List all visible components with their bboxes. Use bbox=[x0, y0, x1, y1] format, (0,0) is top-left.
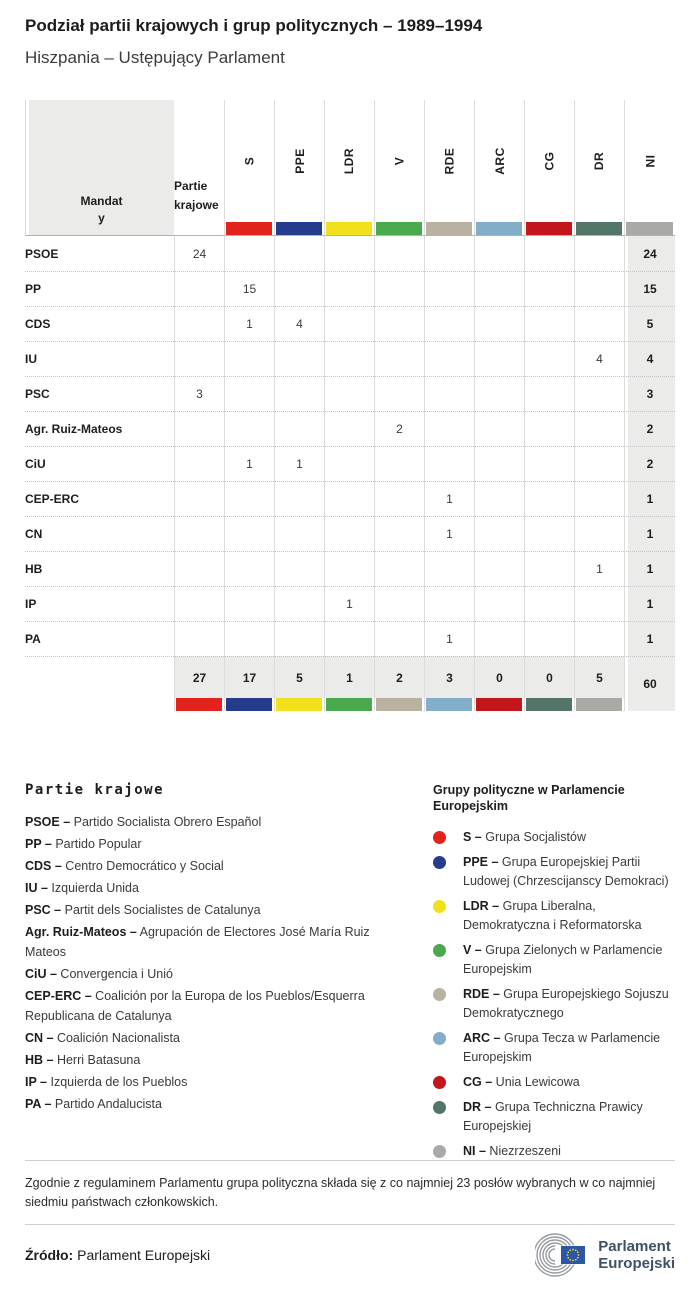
seat-cell bbox=[224, 376, 274, 411]
seat-cell bbox=[574, 446, 624, 481]
seat-cell: 1 bbox=[424, 481, 474, 516]
seat-cell bbox=[324, 376, 374, 411]
seat-cell bbox=[324, 551, 374, 586]
group-total: 0 bbox=[474, 656, 524, 698]
party-seats-total: 2 bbox=[624, 411, 675, 446]
group-color-bar bbox=[374, 698, 424, 711]
group-legend-items bbox=[433, 828, 675, 1160]
legend-item: S – Grupa Socjalistów bbox=[433, 828, 675, 847]
legend-item: ARC – Grupa Tecza w Parlamencie Europejskim bbox=[433, 1029, 675, 1067]
seat-cell: 1 bbox=[324, 586, 374, 621]
column-header-s: S bbox=[224, 100, 274, 222]
seat-cell: 1 bbox=[424, 621, 474, 656]
group-total: 0 bbox=[524, 656, 574, 698]
legend-item: PPE – Grupa Europejskiej Partii Ludowej (Chrzescijanscy Demokraci) bbox=[433, 853, 675, 891]
seat-cell bbox=[574, 516, 624, 551]
seat-cell bbox=[274, 621, 324, 656]
seat-cell bbox=[324, 481, 374, 516]
seat-cell bbox=[424, 446, 474, 481]
seat-cell bbox=[424, 551, 474, 586]
seat-cell bbox=[224, 411, 274, 446]
seat-cell bbox=[324, 446, 374, 481]
seat-cell bbox=[224, 236, 274, 271]
group-color-bar bbox=[424, 222, 474, 236]
seat-cell: 24 bbox=[174, 236, 224, 271]
seat-cell bbox=[374, 376, 424, 411]
seat-cell bbox=[374, 516, 424, 551]
ep-logo bbox=[535, 1232, 675, 1278]
seat-cell bbox=[274, 551, 324, 586]
legend-item: PA – Partido Andalucista bbox=[25, 1097, 162, 1111]
seat-cell bbox=[474, 516, 524, 551]
group-total: 1 bbox=[324, 656, 374, 698]
party-seats-total: 1 bbox=[624, 621, 675, 656]
seat-cell bbox=[574, 481, 624, 516]
group-color-dot bbox=[433, 1101, 446, 1114]
party-name: IU bbox=[25, 341, 174, 376]
group-legend bbox=[433, 780, 675, 1160]
legend-item: PP – Partido Popular bbox=[25, 837, 142, 851]
legend-item: DR – Grupa Techniczna Prawicy Europejskiej bbox=[433, 1098, 675, 1136]
seat-cell bbox=[374, 341, 424, 376]
group-color-bar bbox=[474, 698, 524, 711]
column-header-arc: ARC bbox=[474, 100, 524, 222]
seat-cell bbox=[374, 586, 424, 621]
party-name: CN bbox=[25, 516, 174, 551]
seat-cell bbox=[324, 271, 374, 306]
seat-cell bbox=[524, 376, 574, 411]
source-line bbox=[25, 1247, 210, 1263]
source-value: Parlament Europejski bbox=[77, 1247, 211, 1263]
seat-cell bbox=[274, 271, 324, 306]
group-color-bar bbox=[374, 222, 424, 236]
party-name: Agr. Ruiz-Mateos bbox=[25, 411, 174, 446]
seat-cell bbox=[474, 551, 524, 586]
legend-item: Agr. Ruiz-Mateos – Agrupación de Electores José María Ruiz Mateos bbox=[25, 925, 370, 959]
party-seats-total: 1 bbox=[624, 516, 675, 551]
legend-item: CEP-ERC – Coalición por la Europa de los Pueblos/Esquerra Republicana de Catalunya bbox=[25, 989, 365, 1023]
seat-cell bbox=[424, 341, 474, 376]
party-seats-total: 2 bbox=[624, 446, 675, 481]
legend-item: HB – Herri Batasuna bbox=[25, 1053, 141, 1067]
seat-cell bbox=[174, 271, 224, 306]
seat-cell bbox=[174, 586, 224, 621]
seat-cell bbox=[274, 481, 324, 516]
grand-total: 60 bbox=[624, 656, 675, 711]
seat-cell bbox=[174, 306, 224, 341]
ep-logo-text-line2: Europejski bbox=[598, 1255, 675, 1272]
party-name: IP bbox=[25, 586, 174, 621]
seat-cell: 1 bbox=[224, 306, 274, 341]
footnote: Zgodnie z regulaminem Parlamentu grupa polityczna składa się z co najmniej 23 posłów wybranych w co najmniej siedmiu państwach członkowskich. bbox=[25, 1176, 656, 1209]
seat-table bbox=[25, 100, 675, 711]
party-name: PSC bbox=[25, 376, 174, 411]
group-color-bar bbox=[524, 698, 574, 711]
seat-cell bbox=[574, 621, 624, 656]
legend-item: CiU – Convergencia i Unió bbox=[25, 967, 173, 981]
party-name: PSOE bbox=[25, 246, 59, 261]
seat-cell bbox=[524, 341, 574, 376]
legend-item: PSC – Partit dels Socialistes de Catalunya bbox=[25, 903, 261, 917]
spacer bbox=[174, 222, 224, 236]
seat-cell bbox=[524, 236, 574, 271]
seat-cell bbox=[174, 446, 224, 481]
group-color-dot bbox=[433, 900, 446, 913]
seat-cell bbox=[524, 446, 574, 481]
source-row bbox=[25, 1231, 675, 1279]
seat-cell bbox=[474, 376, 524, 411]
group-total: 17 bbox=[224, 656, 274, 698]
seat-cell bbox=[274, 516, 324, 551]
seat-cell bbox=[474, 621, 524, 656]
seat-cell bbox=[474, 411, 524, 446]
party-name: PP bbox=[25, 271, 174, 306]
party-seats-total: 5 bbox=[624, 306, 675, 341]
legend-item: RDE – Grupa Europejskiego Sojuszu Demokratycznego bbox=[433, 985, 675, 1023]
seat-cell bbox=[424, 376, 474, 411]
group-color-dot bbox=[433, 1145, 446, 1158]
seat-cell bbox=[274, 586, 324, 621]
seat-cell bbox=[524, 271, 574, 306]
ep-hemicycle-icon bbox=[535, 1232, 589, 1278]
group-total: 5 bbox=[274, 656, 324, 698]
seat-cell bbox=[374, 551, 424, 586]
seat-cell bbox=[174, 551, 224, 586]
source-label: Źródło: bbox=[25, 1247, 74, 1263]
seat-cell bbox=[574, 271, 624, 306]
group-color-bar bbox=[224, 698, 274, 711]
seat-cell bbox=[574, 236, 624, 271]
seat-cell bbox=[324, 516, 374, 551]
seat-cell bbox=[474, 341, 524, 376]
seat-cell bbox=[424, 306, 474, 341]
seat-cell bbox=[574, 586, 624, 621]
party-name: CEP-ERC bbox=[25, 481, 174, 516]
group-color-dot bbox=[433, 988, 446, 1001]
group-color-bar bbox=[324, 698, 374, 711]
group-color-bar bbox=[274, 222, 324, 236]
legend-item: V – Grupa Zielonych w Parlamencie Europejskim bbox=[433, 941, 675, 979]
party-name: CDS bbox=[25, 306, 174, 341]
seat-cell bbox=[574, 376, 624, 411]
seat-cell bbox=[374, 621, 424, 656]
seat-cell bbox=[324, 236, 374, 271]
seat-cell bbox=[224, 481, 274, 516]
seat-cell bbox=[324, 621, 374, 656]
seat-cell bbox=[374, 236, 424, 271]
party-seats-total: 1 bbox=[624, 551, 675, 586]
group-total: 5 bbox=[574, 656, 624, 698]
column-header-v: V bbox=[374, 100, 424, 222]
seat-cell bbox=[224, 586, 274, 621]
seat-cell bbox=[424, 411, 474, 446]
spacer bbox=[25, 698, 174, 711]
seat-cell bbox=[374, 306, 424, 341]
seat-cell bbox=[174, 341, 224, 376]
page bbox=[0, 15, 700, 1279]
seat-cell bbox=[524, 551, 574, 586]
party-name: HB bbox=[25, 551, 174, 586]
group-color-bar bbox=[424, 698, 474, 711]
seat-cell bbox=[474, 236, 524, 271]
group-color-dot bbox=[433, 944, 446, 957]
party-legend-items bbox=[25, 812, 408, 1114]
group-color-bar bbox=[574, 698, 624, 711]
column-header-ppe: PPE bbox=[274, 100, 324, 222]
ep-logo-text-line1: Parlament bbox=[598, 1238, 671, 1255]
seat-cell bbox=[224, 551, 274, 586]
party-seats-total: 4 bbox=[624, 341, 675, 376]
party-legend bbox=[25, 780, 408, 1160]
seat-cell bbox=[274, 411, 324, 446]
legend-item: CG – Unia Lewicowa bbox=[433, 1073, 675, 1092]
legend-item: IP – Izquierda de los Pueblos bbox=[25, 1075, 188, 1089]
group-color-bar bbox=[474, 222, 524, 236]
legends bbox=[25, 780, 675, 1160]
seat-cell bbox=[174, 411, 224, 446]
legend-item: CDS – Centro Democrático y Social bbox=[25, 859, 224, 873]
seat-cell bbox=[474, 446, 524, 481]
group-color-dot bbox=[433, 831, 446, 844]
seat-cell bbox=[424, 271, 474, 306]
group-color-bar bbox=[224, 222, 274, 236]
row-header: Partie krajowe bbox=[174, 179, 219, 212]
seat-cell: 15 bbox=[224, 271, 274, 306]
group-color-bar bbox=[574, 222, 624, 236]
divider bbox=[25, 1224, 675, 1225]
group-total: 27 bbox=[174, 656, 224, 698]
party-name: PA bbox=[25, 621, 174, 656]
seat-cell bbox=[524, 306, 574, 341]
legend-item: NI – Niezrzeszeni bbox=[433, 1142, 675, 1160]
ep-logo-text bbox=[598, 1238, 675, 1272]
spacer bbox=[25, 656, 174, 698]
party-seats-total: 1 bbox=[624, 586, 675, 621]
seat-cell bbox=[424, 236, 474, 271]
seat-cell bbox=[574, 306, 624, 341]
seat-cell bbox=[324, 341, 374, 376]
seat-cell bbox=[524, 411, 574, 446]
seat-cell bbox=[524, 516, 574, 551]
page-title: Podział partii krajowych i grup politycznych – 1989–1994 bbox=[25, 16, 483, 35]
seat-cell: 4 bbox=[574, 341, 624, 376]
seat-cell: 4 bbox=[274, 306, 324, 341]
seat-cell: 3 bbox=[174, 376, 224, 411]
page-subtitle: Hiszpania – Ustępujący Parlament bbox=[25, 48, 285, 67]
seat-cell bbox=[374, 446, 424, 481]
seat-cell: 2 bbox=[374, 411, 424, 446]
seat-cell bbox=[274, 341, 324, 376]
column-header-dr: DR bbox=[574, 100, 624, 222]
group-color-dot bbox=[433, 856, 446, 869]
seat-cell bbox=[224, 516, 274, 551]
group-total: 3 bbox=[424, 656, 474, 698]
seat-cell bbox=[524, 586, 574, 621]
group-color-dot bbox=[433, 1032, 446, 1045]
group-color-bar bbox=[324, 222, 374, 236]
column-header-cg: CG bbox=[524, 100, 574, 222]
party-seats-total: 3 bbox=[624, 376, 675, 411]
party-legend-heading: Partie krajowe bbox=[25, 782, 165, 798]
group-color-bar bbox=[174, 698, 224, 711]
party-name: CiU bbox=[25, 446, 174, 481]
seat-cell bbox=[474, 481, 524, 516]
seat-cell bbox=[324, 306, 374, 341]
seat-cell bbox=[324, 411, 374, 446]
seat-cell bbox=[474, 271, 524, 306]
seat-cell bbox=[524, 481, 574, 516]
legend-item: CN – Coalición Nacionalista bbox=[25, 1031, 180, 1045]
seat-cell bbox=[374, 271, 424, 306]
party-seats-total: 15 bbox=[624, 271, 675, 306]
seat-cell bbox=[524, 621, 574, 656]
column-header-ni: NI bbox=[624, 100, 675, 222]
column-header-ldr: LDR bbox=[324, 100, 374, 222]
seat-cell bbox=[274, 376, 324, 411]
seat-cell: 1 bbox=[574, 551, 624, 586]
group-color-dot bbox=[433, 1076, 446, 1089]
legend-item: LDR – Grupa Liberalna, Demokratyczna i Reformatorska bbox=[433, 897, 675, 935]
party-seats-total: 1 bbox=[624, 481, 675, 516]
seat-cell: 1 bbox=[274, 446, 324, 481]
seat-cell bbox=[574, 411, 624, 446]
seat-cell bbox=[274, 236, 324, 271]
seat-cell bbox=[174, 621, 224, 656]
seat-cell bbox=[424, 586, 474, 621]
column-header-rde: RDE bbox=[424, 100, 474, 222]
group-total: 2 bbox=[374, 656, 424, 698]
seat-cell bbox=[174, 481, 224, 516]
divider bbox=[25, 1160, 675, 1161]
legend-item: IU – Izquierda Unida bbox=[25, 881, 139, 895]
seat-cell: 1 bbox=[224, 446, 274, 481]
seat-cell bbox=[474, 306, 524, 341]
seat-cell bbox=[224, 341, 274, 376]
party-seats-total: 24 bbox=[624, 236, 675, 271]
seat-cell bbox=[474, 586, 524, 621]
group-color-bar bbox=[624, 222, 675, 236]
group-legend-heading: Grupy polityczne w Parlamencie Europejskim bbox=[433, 783, 625, 813]
footer bbox=[25, 1160, 675, 1279]
group-color-bar bbox=[524, 222, 574, 236]
legend-item: PSOE – Partido Socialista Obrero Español bbox=[25, 815, 262, 829]
seat-cell bbox=[224, 621, 274, 656]
seat-cell bbox=[174, 516, 224, 551]
seat-cell bbox=[374, 481, 424, 516]
seats-header: Mandaty bbox=[25, 100, 174, 236]
seat-cell: 1 bbox=[424, 516, 474, 551]
group-color-bar bbox=[274, 698, 324, 711]
